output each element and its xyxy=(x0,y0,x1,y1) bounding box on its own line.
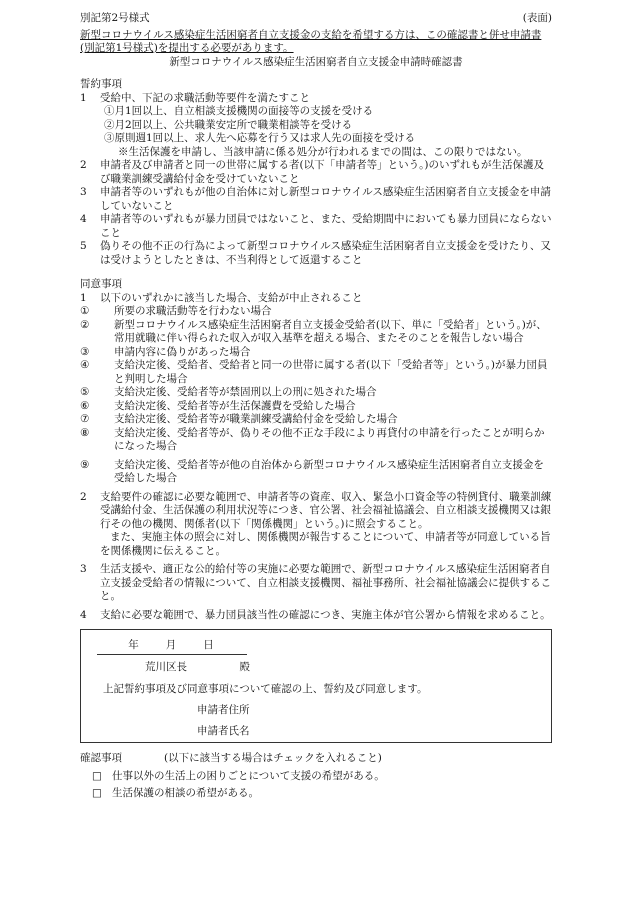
pledge-item-num: 4 xyxy=(80,213,87,225)
agree-item-num: 2 xyxy=(80,490,87,503)
pledge-item-1 xyxy=(80,92,552,160)
agree-item-text: 支給に必要な範囲で、暴力団員該当性の確認につき、実施主体が官公署から情報を求めること。 xyxy=(100,608,551,621)
agree-sub-text: 支給決定後、受給者等が、偽りその他不正な手段により再貸付の申請を行ったことが明らかになった場合 xyxy=(114,426,545,452)
pledge-item-text: 偽りその他不正の行為によって新型コロナウイルス感染症生活困窮者自立支援金を受けたり、又は受けようとしたときは、不当利得として返還すること xyxy=(100,240,551,266)
agree-sub-text: 支給決定後、受給者等が禁固刑以上の刑に処された場合 xyxy=(114,386,377,398)
pledge-item-num: 3 xyxy=(80,186,87,198)
addressee: 荒川区長 殿 xyxy=(145,661,250,673)
agree-sub-text: 申請内容に偽りがあった場合 xyxy=(114,345,251,358)
agree-item-1 xyxy=(80,292,552,306)
agree-sub-item xyxy=(80,459,552,486)
side-label: (表面) xyxy=(522,12,552,24)
agree-sub-item xyxy=(80,319,552,346)
agree-sub-text: 支給決定後、受給者等が他の自治体から新型コロナウイルス感染症生活困窮者自立支援金を受給した場合 xyxy=(114,458,544,484)
header-row xyxy=(80,12,552,26)
notice-text: 新型コロナウイルス感染症生活困窮者自立支援金の支給を希望する方は、この確認書と併せ申請書(別記第1号様式)を提出する必要があります。 xyxy=(80,28,542,54)
confirm-statement: 上記誓約事項及び同意事項について確認の上、誓約及び同意します。 xyxy=(103,683,428,695)
pledge-item-text: 申請者等のいずれもが他の自治体に対し新型コロナウイルス感染症生活困窮者自立支援金を申請していないこと xyxy=(100,186,551,212)
checkbox-icon[interactable]: □ xyxy=(92,787,102,799)
check-text: 生活保護の相談の希望がある。 xyxy=(112,787,259,799)
pledge-sub-item: ②月2回以上、公共職業安定所で職業相談等を受ける xyxy=(104,118,353,131)
applicant-name-label: 申請者氏名 xyxy=(197,725,250,737)
agree-sub-mark: ⑤ xyxy=(80,386,90,398)
agree-sub-text: 支給決定後、受給者等が職業訓練受講給付金を受給した場合 xyxy=(114,413,398,425)
form-label: 別記第2号様式 xyxy=(80,12,150,24)
agree-sub-mark: ⑦ xyxy=(80,413,90,425)
signature-box xyxy=(80,629,552,743)
agree-sub-mark: ⑥ xyxy=(80,399,90,412)
agree-sub-mark: ② xyxy=(80,318,90,331)
agree-sub-item xyxy=(80,359,552,386)
agree-sub-item xyxy=(80,427,552,454)
agree-sub-item xyxy=(80,305,552,319)
pledge-item-num: 5 xyxy=(80,240,87,252)
agree-sub-mark: ③ xyxy=(80,345,90,358)
agree-sub-text: 所要の求職活動等を行わない場合 xyxy=(114,305,272,317)
agree-sub-item xyxy=(80,400,552,414)
agree-sub-item xyxy=(80,346,552,360)
pledge-item-num: 2 xyxy=(80,159,87,171)
confirm-section-label: 確認事項 xyxy=(80,752,122,764)
agree-item-3 xyxy=(80,563,552,604)
agree-sub-item xyxy=(80,386,552,400)
pledge-sub-item: ③原則週1回以上、求人先へ応募を行う又は求人先の面接を受ける xyxy=(104,132,416,144)
agree-sub-mark: ① xyxy=(80,305,90,317)
pledge-item-text: 申請者等のいずれもが暴力団員ではないこと、また、受給期間中においても暴力団員にならないこと xyxy=(100,213,552,239)
confirm-section-instruction: (以下に該当する場合はチェックを入れること) xyxy=(164,752,382,764)
agree-item-text: 以下のいずれかに該当した場合、支給が中止されること xyxy=(100,291,363,304)
check-text: 仕事以外の生活上の困りごとについて支援の希望がある。 xyxy=(112,769,385,782)
agree-item-num: 4 xyxy=(80,608,87,621)
pledge-item-3 xyxy=(80,186,552,213)
agree-item-text-2: また、実施主体の照会に対し、関係機関が報告することについて、申請者等が同意している旨を関係機関に伝えること。 xyxy=(100,531,551,557)
checkbox-icon[interactable]: □ xyxy=(92,769,102,782)
pledge-item-text: 受給中、下記の求職活動等要件を満たすこと xyxy=(100,91,310,104)
check-row-support xyxy=(80,770,630,784)
agree-sub-mark: ⑧ xyxy=(80,426,90,439)
agree-item-text: 生活支援や、適正な公的給付等の実施に必要な範囲で、新型コロナウイルス感染症生活困窮者自立支援金受給者の情報について、自立相談支援機関、福祉事務所、社会福祉協議会に提供すること。 xyxy=(100,563,552,602)
agree-item-num: 1 xyxy=(80,291,87,304)
pledge-item-num: 1 xyxy=(80,91,87,104)
agree-item-text: 支給要件の確認に必要な範囲で、申請者等の資産、収入、緊急小口資金等の特例貸付、職業訓練受講給付金、生活保護の利用状況等につき、官公署、社会福祉協議会、自立相談支援機関又は銀行その他の機関、関係者(以下「関係機関」という。)に照会すること。 xyxy=(100,490,552,530)
pledge-item-text: 申請者及び申請者と同一の世帯に属する者(以下「申請者等」という。)のいずれもが生活保護及び職業訓練受講給付金を受けていないこと xyxy=(100,159,544,185)
agree-sub-item xyxy=(80,413,552,427)
agree-item-num: 3 xyxy=(80,563,87,575)
agree-sub-text: 支給決定後、受給者等が生活保護費を受給した場合 xyxy=(114,399,356,412)
agree-sub-mark: ⑨ xyxy=(80,458,90,471)
pledge-note: ※生活保護を申請し、当該申請に係る処分が行われるまでの間は、この限りではない。 xyxy=(118,145,528,158)
check-row-welfare xyxy=(80,787,630,801)
date-field[interactable]: 年 月 日 xyxy=(97,639,247,655)
agree-sub-text: 支給決定後、受給者、受給者と同一の世帯に属する者(以下「受給者等」という。)が暴力団員と判明した場合 xyxy=(114,359,548,385)
pledge-item-4 xyxy=(80,213,552,240)
agree-sub-mark: ④ xyxy=(80,359,90,371)
document-title: 新型コロナウイルス感染症生活困窮者自立支援金申請時確認書 xyxy=(169,55,463,68)
pledge-item-5 xyxy=(80,240,552,267)
pledge-heading: 誓約事項 xyxy=(80,78,122,90)
applicant-address-label: 申請者住所 xyxy=(197,704,250,716)
pledge-item-2 xyxy=(80,159,552,186)
pledge-sub-item: ①月1回以上、自立相談支援機関の面接等の支援を受ける xyxy=(104,105,374,117)
confirm-section xyxy=(80,752,630,766)
agree-item-2 xyxy=(80,491,552,559)
agree-heading: 同意事項 xyxy=(80,278,122,290)
agree-sub-text: 新型コロナウイルス感染症生活困窮者自立支援金受給者(以下、単に「受給者」という。)が、常用就職に伴い得られた収入が収入基準を超える場合、またそのことを報告しない場合 xyxy=(114,318,547,344)
agree-item-4 xyxy=(80,609,552,623)
